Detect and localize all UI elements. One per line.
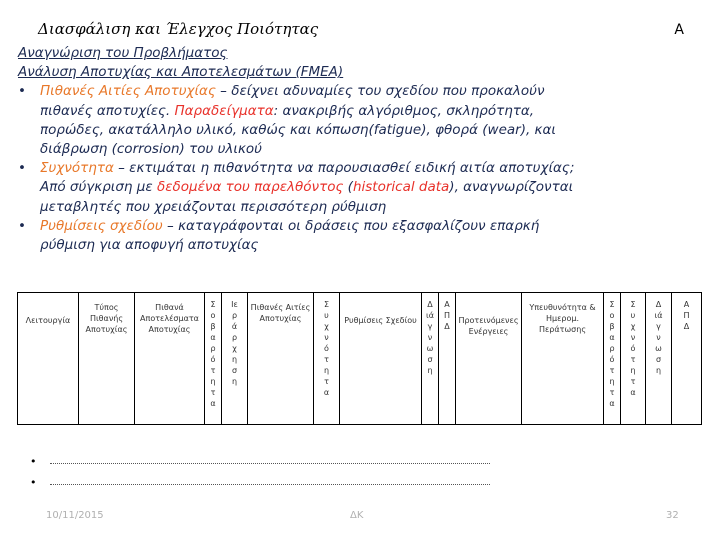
causes-text: – δείχνει αδυναμίες του σχεδίου που προκαλούν [215, 83, 545, 100]
design-controls-key: Ρυθμίσεις σχεδίου [40, 217, 163, 234]
past-data: δεδομένα του παρελθόντος [156, 179, 344, 196]
causes-line-3: πορώδες, ακατάλληλο υλικό, καθώς και κόπωση(fatigue), φθορά (wear), και [40, 121, 556, 138]
frequency-key: Συχνότητα [40, 160, 114, 177]
bullet-symbol: • [18, 217, 26, 234]
col-frequency: Συχνότητα [314, 293, 340, 425]
dotted-line-2: • [30, 476, 490, 489]
slide-title: Διασφάλιση και Έλεγχος Ποιότητας [38, 20, 319, 38]
footer-center: ΔΚ [350, 510, 364, 521]
historical-data: historical data [352, 179, 450, 196]
examples-label: Παραδείγματα [174, 102, 274, 119]
col-rpn: ΑΠΔ [439, 293, 456, 425]
col-recommended-actions: Προτεινόμενες Ενέργειες [456, 293, 522, 425]
col-rpn-2: ΑΠΔ [672, 293, 702, 425]
col-severity: Σοβαρότητα [205, 293, 222, 425]
col-failure-effects: Πιθανά Αποτελέσματα Αποτυχίας [135, 293, 205, 425]
col-responsibility: Υπευθυνότητα & Ημερομ. Περάτωσης [522, 293, 604, 425]
bullet-symbol: • [18, 160, 26, 177]
col-design-controls: Ρυθμίσεις Σχεδίου [340, 293, 422, 425]
heading-fmea: Ανάλυση Αποτυχίας και Αποτελεσμάτων (FMEA) [18, 64, 344, 81]
causes-key: Πιθανές Αιτίες Αποτυχίας [40, 83, 216, 100]
dotted-line-1: • [30, 455, 490, 468]
causes-line-4: διάβρωση (corrosion) του υλικού [40, 141, 262, 158]
frequency-line-3: μεταβλητές που χρειάζονται περισσότερη ρύθμιση [40, 198, 387, 215]
corner-label: Α [674, 22, 684, 38]
col-detection: Διάγνωση [422, 293, 439, 425]
col-detection-2: Διάγνωση [646, 293, 672, 425]
bullet-symbol: • [18, 83, 26, 100]
col-failure-type: Τύπος Πιθανής Αποτυχίας [79, 293, 135, 425]
footer-page-number: 32 [666, 510, 679, 521]
bullet-causes [18, 82, 708, 101]
design-controls-line-2: ρύθμιση για αποφυγή αποτυχίας [40, 237, 259, 254]
body-text [18, 44, 708, 255]
bullet-design-controls [18, 217, 708, 236]
frequency-text: – εκτιμάται η πιθανότητα να παρουσιασθεί ειδική αιτία αποτυχίας; [113, 160, 575, 177]
footer-date: 10/11/2015 [46, 510, 104, 521]
bullet-frequency [18, 159, 708, 178]
col-function: Λειτουργία [18, 293, 79, 425]
fmea-header-row [18, 293, 702, 425]
col-causes: Πιθανές Αιτίες Αποτυχίας [248, 293, 314, 425]
frequency-line-2: Από σύγκριση με δεδομένα του παρελθόντος (historical data), αναγνωρίζονται [40, 179, 574, 196]
col-ranking: Ιεράρχηση [222, 293, 248, 425]
design-controls-text: – καταγράφονται οι δράσεις που εξασφαλίζουν επαρκή [162, 217, 540, 234]
causes-line-2: πιθανές αποτυχίες. Παραδείγματα: ανακριβής αλγόριθμος, σκληρότητα, [40, 102, 535, 119]
heading-problem-recognition: Αναγνώριση του Προβλήματος [18, 45, 228, 61]
col-frequency-2: Συχνότητα [621, 293, 646, 425]
fmea-table [17, 292, 702, 425]
col-severity-2: Σοβαρότητα [604, 293, 621, 425]
